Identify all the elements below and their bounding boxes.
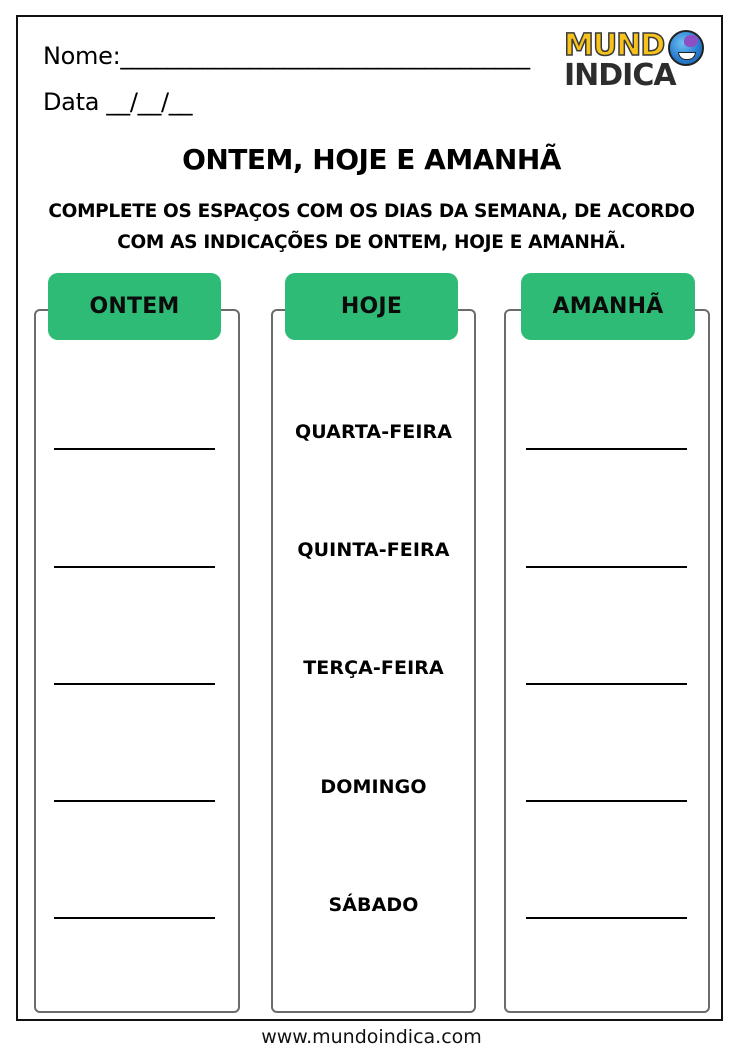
logo-word-mundo: MUND (564, 28, 665, 63)
column-amanha (504, 309, 710, 1013)
instructions-text: COMPLETE OS ESPAÇOS COM OS DIAS DA SEMANA, DE ACORDO COM AS INDICAÇÕES DE ONTEM, HOJE E AMANHÃ. (48, 201, 695, 253)
answer-blank-ontem-5[interactable] (54, 917, 215, 919)
answer-blank-amanha-2[interactable] (526, 566, 687, 568)
column-ontem (34, 309, 240, 1013)
answer-blank-amanha-3[interactable] (526, 683, 687, 685)
answer-blank-ontem-4[interactable] (54, 800, 215, 802)
answer-blank-ontem-2[interactable] (54, 566, 215, 568)
answer-blank-ontem-1[interactable] (54, 448, 215, 450)
footer-url: www.mundoindica.com (261, 1026, 482, 1048)
column-header-amanha: AMANHÃ (521, 273, 695, 340)
globe-mascot-icon (668, 30, 704, 66)
column-header-hoje: HOJE (285, 273, 458, 340)
date-field[interactable]: Data __/__/__ (43, 88, 193, 116)
day-entry-2: QUINTA-FEIRA (297, 539, 450, 561)
column-header-ontem: ONTEM (48, 273, 221, 340)
day-entry-4: DOMINGO (320, 776, 427, 798)
answer-blank-amanha-1[interactable] (526, 448, 687, 450)
day-entry-1: QUARTA-FEIRA (294, 421, 453, 443)
day-entry-3: TERÇA-FEIRA (303, 657, 444, 679)
answer-blank-ontem-3[interactable] (54, 683, 215, 685)
answer-blank-amanha-4[interactable] (526, 800, 687, 802)
answer-blank-amanha-5[interactable] (526, 917, 687, 919)
mundo-indica-logo (560, 28, 720, 98)
logo-word-indica: INDICA (564, 58, 676, 93)
worksheet-title: ONTEM, HOJE E AMANHÃ (182, 143, 561, 176)
name-field[interactable]: Nome:___________________________________ (43, 42, 530, 70)
day-entry-5: SÁBADO (328, 894, 419, 916)
